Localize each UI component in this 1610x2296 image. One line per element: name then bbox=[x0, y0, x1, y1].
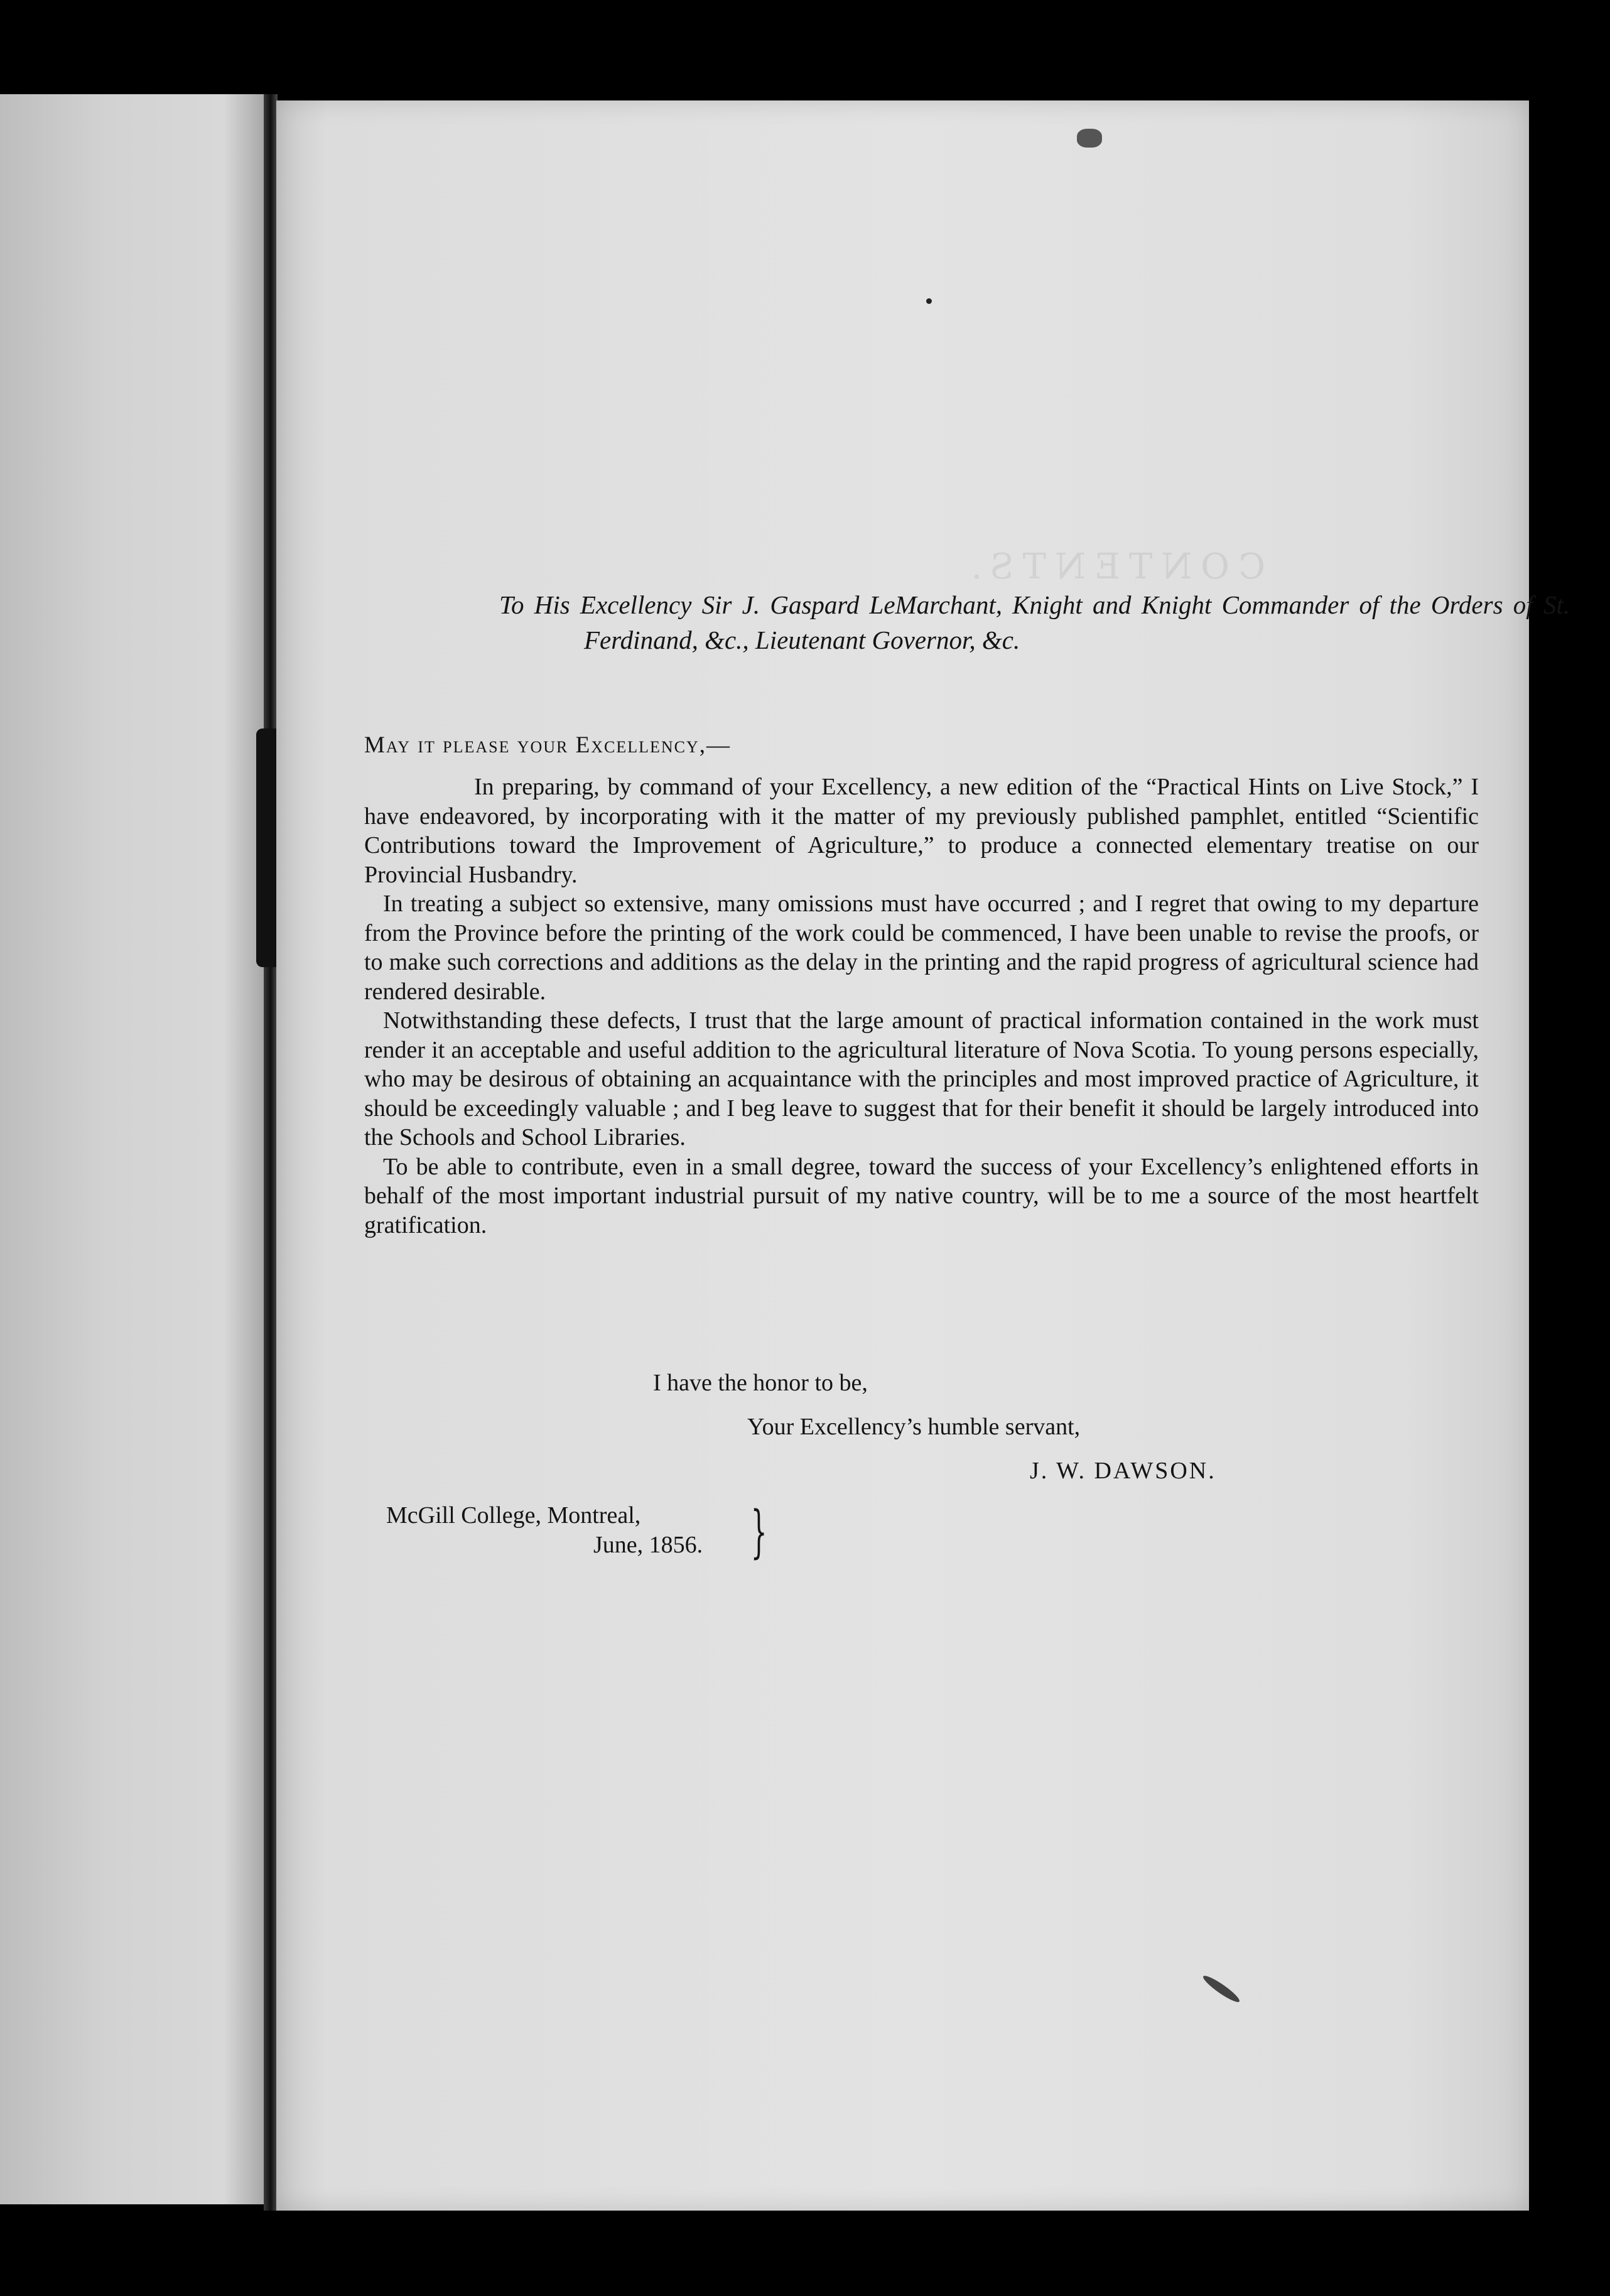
book-spine bbox=[264, 94, 278, 2211]
salutation: May it please your Excellency,— bbox=[364, 732, 732, 758]
closing-honor-line: I have the honor to be, bbox=[653, 1370, 868, 1396]
closing-servant-line: Your Excellency’s humble servant, bbox=[747, 1414, 1081, 1440]
date-line: June, 1856. bbox=[593, 1532, 703, 1558]
paragraph-3: Notwithstanding these defects, I trust that the large amount of practical information contained in the work must render it an acceptable and useful addition to the agricultural literature of Nova Scotia. To young persons especially, who may be desirous of obtaining an acquaintance with the principles and most improved practice of Agriculture, it should be exceedingly valuable ; and I beg leave to suggest that for their benefit it should be largely introduced into the Schools and School Libraries. bbox=[364, 1007, 1479, 1151]
letter-body bbox=[364, 772, 1479, 1240]
bleed-through-text: CONTENTS. bbox=[962, 546, 1265, 587]
place-and-date bbox=[386, 1501, 703, 1560]
paragraph-2: In treating a subject so extensive, many omissions must have occurred ; and I regret that owing to my departure from the Province before the printing of the work could be commenced, I have been unable to revise the proofs, or to make such corrections and additions as the delay in the printing and the rapid progress of agricultural science had rendered desirable. bbox=[364, 891, 1479, 1005]
signature: J. W. DAWSON. bbox=[1030, 1458, 1216, 1484]
page-text bbox=[276, 100, 1570, 2211]
dedication-page bbox=[276, 100, 1570, 2211]
paragraph-1: In preparing, by command of your Excellency, a new edition of the “Practical Hints on Live Stock,” I have endeavored, by incorporating with it the matter of my previously published pamphlet, entitled “Scientific Contributions toward the Improvement of Agriculture,” to produce a connected elementary treatise on our Provincial Husbandry. bbox=[364, 774, 1479, 888]
page-blemish bbox=[1201, 1973, 1241, 2005]
place-line: McGill College, Montreal, bbox=[386, 1502, 641, 1529]
ink-speck bbox=[926, 298, 932, 304]
previous-page-edge bbox=[0, 94, 264, 2204]
paragraph-4: To be able to contribute, even in a small degree, toward the success of your Excellency’s enlightened efforts in behalf of the most important industrial pursuit of my native country, will be to me a source of the most heartfelt gratification. bbox=[364, 1153, 1479, 1238]
page-blemish bbox=[1077, 129, 1102, 148]
dedication-address: To His Excellency Sir J. Gaspard LeMarchant, Knight and Knight Commander of the Orders of St. Ferdinand, &c., Lieutenant Governor, &c. bbox=[499, 590, 1570, 654]
brace-mark: } bbox=[750, 1499, 767, 1565]
